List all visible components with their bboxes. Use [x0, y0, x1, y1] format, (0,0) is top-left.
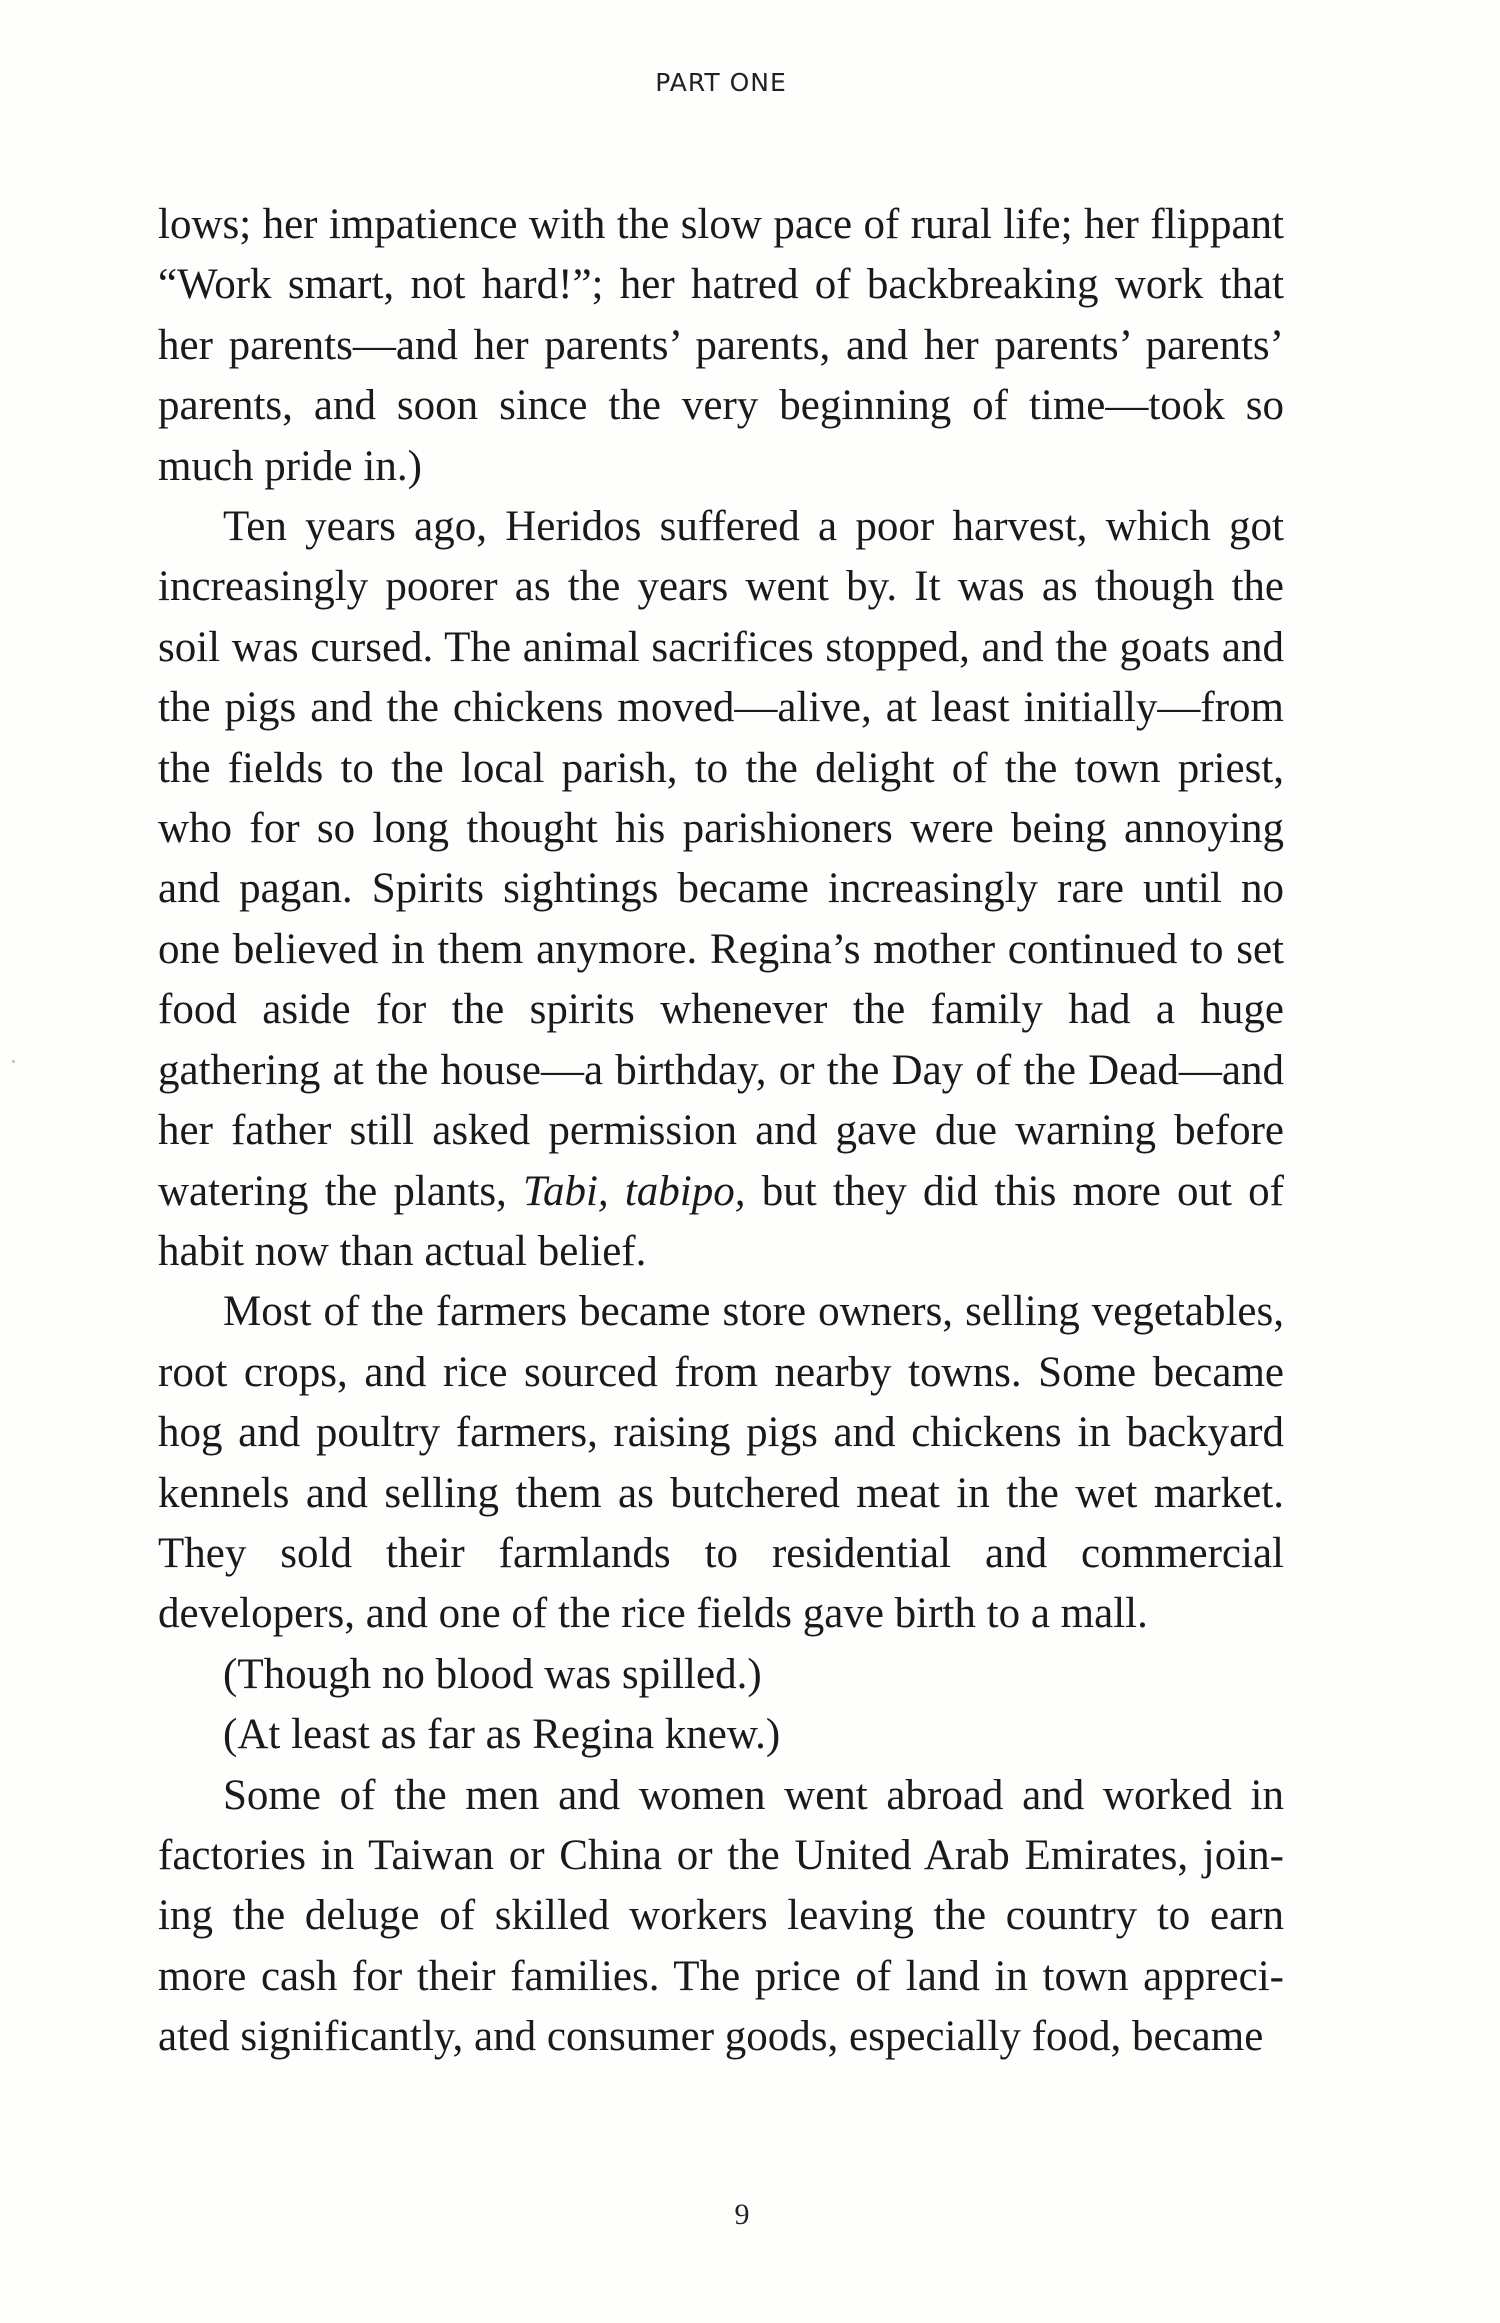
text-run: lows; her impatience with the slow pace of rural life; her flippant “Work smart, not hard!”; her hatred of backbreaking work that her parents—and her parents’ parents, and her parents’ parents’ parents, and soon since the very beginning of time—took so much pride in.)	[158, 201, 1284, 490]
italic-phrase: Tabi, tabipo,	[523, 1167, 746, 1215]
paragraph	[158, 1766, 1284, 2068]
paragraph	[158, 1282, 1284, 1644]
text-run: Some of the men and women went abroad and worked in factories in Taiwan or China or the United Arab Emirates, joining the deluge of skilled workers leaving the country to earn more cash for their families. The price of land in town appreciated significantly, and consumer goods, especially food, became	[158, 1771, 1284, 2061]
text-run: Most of the farmers became store owners, selling vegetables, root crops, and rice sourced from nearby towns. Some became hog and poultry farmers, raising pigs and chickens in backyard kennels and selling them as butchered meat in the wet market. They sold their farmlands to residential and commercial developers, and one of the rice fields gave birth to a mall.	[158, 1288, 1284, 1638]
paragraph	[158, 1645, 1284, 1705]
text-run: Ten years ago, Heridos suffered a poor harvest, which got increasingly poorer as the years went by. It was as though the soil was cursed. The animal sacrifices stopped, and the goats and the pigs and the chickens moved—alive, at least initially—from the fields to the local parish, to the delight of the town priest, who for so long thought his parishioners were being annoying and pagan. Spirits sightings became increasingly rare until no one believed in them anymore. Regina’s mother continued to set food aside for the spirits whenever the family had a huge gathering at the house—a birthday, or the Day of the Dead—and her father still asked permission and gave due warning before watering the plants,	[158, 503, 1284, 1215]
paragraph	[158, 195, 1284, 497]
page-number: 9	[734, 2198, 750, 2231]
paragraph	[158, 497, 1284, 1282]
scan-speck	[12, 1060, 15, 1063]
running-head: PART ONE	[655, 68, 787, 97]
text-run: but they did this more out of habit now than actual belief.	[158, 1167, 1284, 1275]
text-run: (Though no blood was spilled.)	[223, 1650, 762, 1698]
text-run: (At least as far as Regina knew.)	[223, 1711, 781, 1759]
paragraph	[158, 1705, 1284, 1765]
body-text	[158, 195, 1284, 2068]
